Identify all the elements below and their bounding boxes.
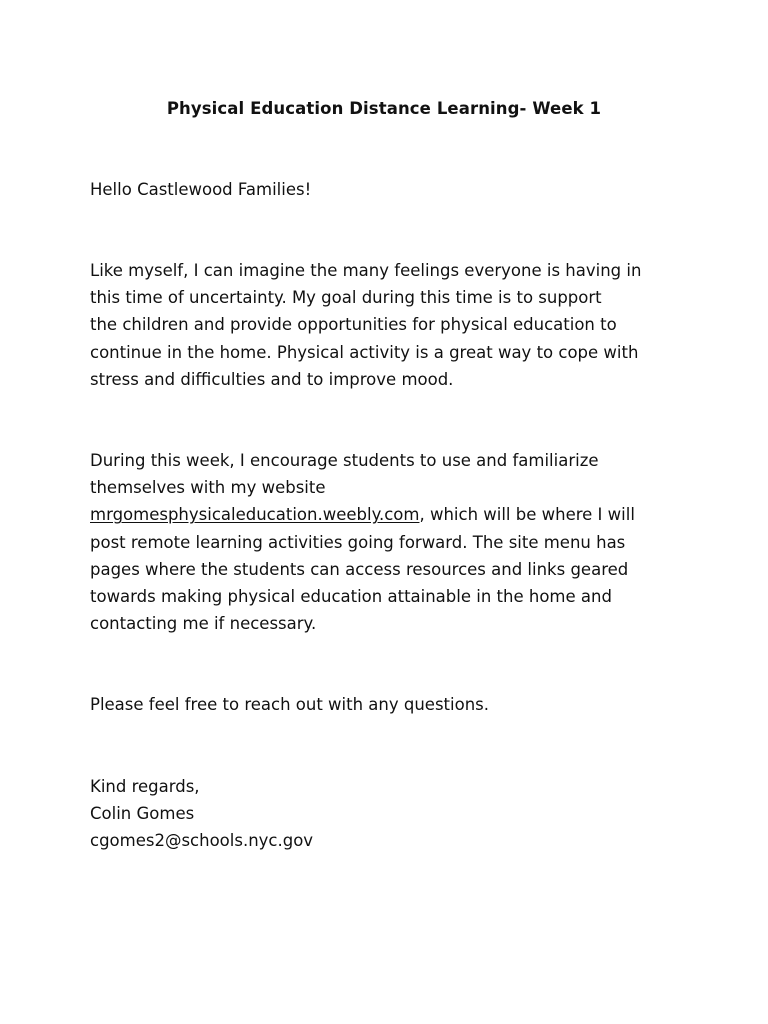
greeting: Hello Castlewood Families!	[90, 180, 312, 199]
paragraph-line: the children and provide opportunities for physical education to	[90, 315, 617, 335]
signature-block	[90, 773, 710, 855]
paragraph-line: pages where the students can access resources and links geared	[90, 559, 629, 579]
document-title: Physical Education Distance Learning- Week 1	[166, 99, 602, 118]
paragraph-line: towards making physical education attainable in the home and	[90, 586, 612, 606]
paragraph-questions: Please feel free to reach out with any questions.	[90, 695, 489, 714]
author-email: cgomes2@schools.nyc.gov	[90, 831, 314, 851]
author-name: Colin Gomes	[90, 804, 195, 824]
paragraph-website	[90, 447, 710, 637]
paragraph-line: this time of uncertainty. My goal during this time is to support	[90, 288, 602, 308]
paragraph-line	[90, 501, 710, 528]
paragraph-intro	[90, 257, 710, 393]
paragraph-line-tail: , which will be where I will	[419, 505, 635, 525]
paragraph-line: Like myself, I can imagine the many feelings everyone is having in	[90, 261, 642, 280]
paragraph-line: continue in the home. Physical activity is a great way to cope with	[90, 342, 639, 362]
paragraph-line: During this week, I encourage students to use and familiarize	[90, 451, 599, 470]
salutation: Kind regards,	[90, 777, 200, 796]
paragraph-line: contacting me if necessary.	[90, 614, 317, 634]
paragraph-line: post remote learning activities going forward. The site menu has	[90, 532, 626, 552]
paragraph-line: stress and difficulties and to improve mood.	[90, 369, 454, 389]
website-link[interactable]: mrgomesphysicaleducation.weebly.com	[90, 505, 420, 525]
paragraph-line: themselves with my website	[90, 478, 326, 498]
